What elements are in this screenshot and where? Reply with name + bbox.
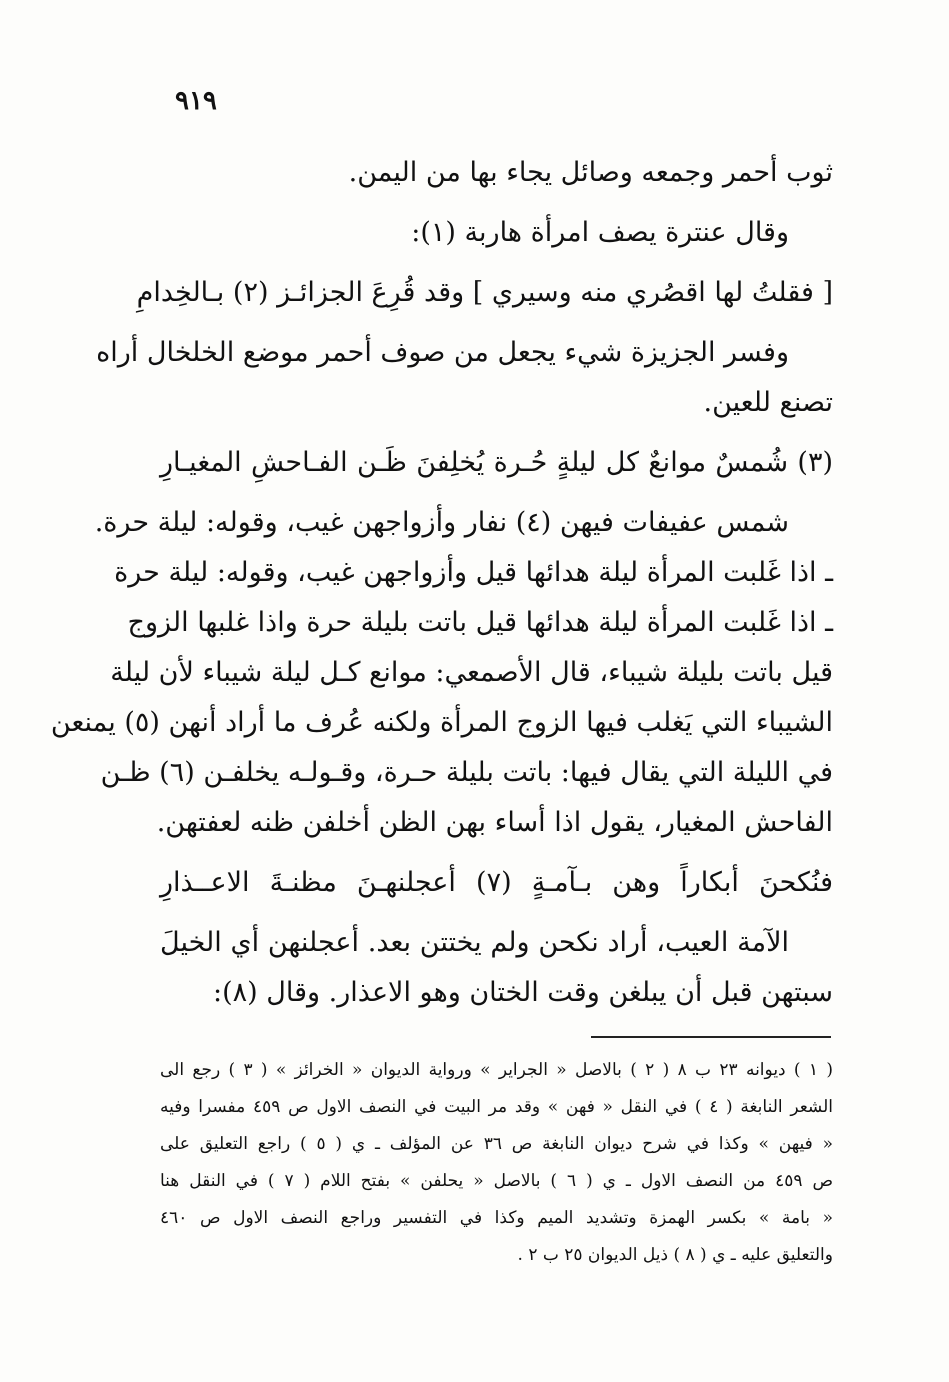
verse-line: (٣) شُمسٌ موانعٌ كل ليلةٍ حُـرة يُخلِفنَ ظَـن الفـاحشِ المغيـارِ: [160, 447, 833, 478]
text-line: الشيباء التي يَغلب فيها الزوج المرأة ولكنه عُرف ما أراد أنهن (٥) يمنعن: [50, 707, 833, 738]
footnote-line: الشعر النابغة ( ٤ ) في النقل « فهن » وقد مر البيت في النصف الاول ص ٤٥٩ مفسرا وفيه: [160, 1097, 833, 1117]
text-line: ـ اذا غَلبت المرأة ليلة هدائها قيل وأزواجهن غيب، وقوله: ليلة حرة: [114, 557, 833, 588]
footnote-divider: [591, 1036, 831, 1038]
text-line: وفسر الجزيزة شيء يجعل من صوف أحمر موضع الخلخال أراه: [96, 337, 789, 368]
text-line: سبتهن قبل أن يبلغن وقت الختان وهو الاعذار. وقال (٨):: [213, 977, 833, 1008]
footnote-line: ( ١ ) ديوانه ٢٣ ب ٨ ( ٢ ) بالاصل « الجراير » ورواية الديوان « الخرائز » ( ٣ ) رجع الى: [160, 1060, 833, 1080]
verse-line: فنُكحنَ أبكاراً وهن بـآمـةٍ (٧) أعجلنهـنَ مظنـةَ الاعــذارِ: [160, 867, 833, 898]
text-line: شمس عفيفات فيهن (٤) نفار وأزواجهن غيب، وقوله: ليلة حرة.: [94, 507, 789, 538]
footnote-line: ص ٤٥٩ من النصف الاول ـ ي ( ٦ ) بالاصل « يحلفن » بفتح اللام ( ٧ ) في النقل هنا: [160, 1171, 833, 1191]
footnote-line: « بامة » بكسر الهمزة وتشديد الميم وكذا في التفسير وراجع النصف الاول ص ٤٦٠: [160, 1208, 833, 1228]
text-line: ـ اذا غَلبت المرأة ليلة هدائها قيل باتت بليلة حرة واذا غلبها الزوج: [127, 607, 833, 638]
verse-line: [ فقلتُ لها اقصُري منه وسيري ] وقد قُرِعَ الجزائـز (٢) بـالخِدامِ: [136, 277, 833, 308]
page-number: ٩١٩: [175, 86, 217, 116]
text-line: الآمة العيب، أراد نكحن ولم يختتن بعد. أعجلنهن أي الخيلَ: [160, 927, 789, 958]
text-line: في الليلة التي يقال فيها: باتت بليلة حـرة، وقـولـه يخلفـن (٦) ظـن: [100, 757, 833, 788]
footnote-line: « فيهن » وكذا في شرح ديوان النابغة ص ٣٦ عن المؤلف ـ ي ( ٥ ) راجع التعليق على: [160, 1134, 833, 1154]
text-line: وقال عنترة يصف امرأة هاربة (١):: [411, 217, 789, 248]
text-line: تصنع للعين.: [703, 387, 833, 418]
text-line: قيل باتت بليلة شيباء، قال الأصمعي: موانع كـل ليلة شيباء لأن ليلة: [110, 657, 833, 688]
footnote-line: والتعليق عليه ـ ي ( ٨ ) ذيل الديوان ٢٥ ب ٢ .: [517, 1245, 833, 1265]
text-line: ثوب أحمر وجمعه وصائل يجاء بها من اليمن.: [348, 157, 833, 188]
text-line: الفاحش المغيار، يقول اذا أساء بهن الظن أخلفن ظنه لعفتهن.: [156, 807, 833, 838]
